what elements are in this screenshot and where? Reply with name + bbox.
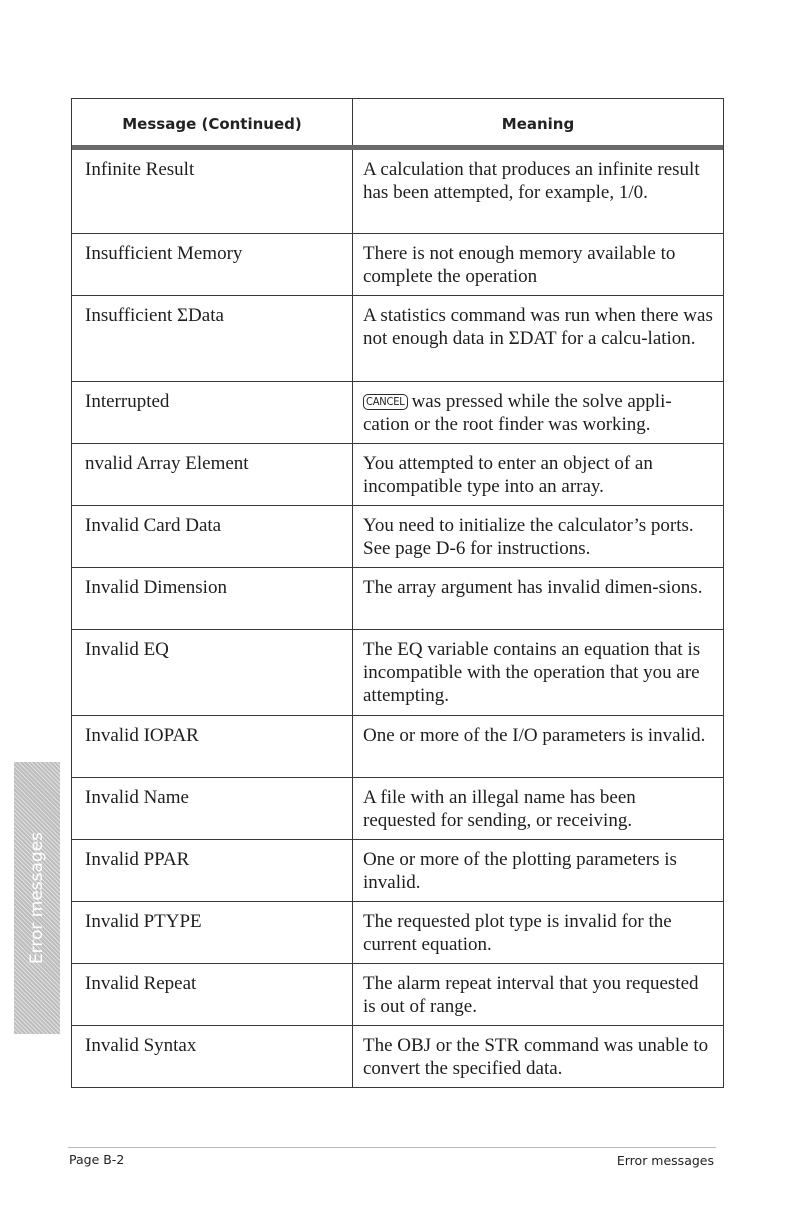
table-row [72, 506, 723, 568]
header-meaning: Meaning [501, 115, 575, 133]
meaning-cell: You attempted to enter an object of an incompatible type into an array. [363, 453, 653, 497]
table-row [72, 444, 723, 506]
chapter-title: Error messages [616, 1153, 714, 1168]
message-cell: Invalid Card Data [72, 506, 353, 567]
message-cell: Invalid IOPAR [72, 716, 353, 777]
table-row [72, 150, 723, 234]
meaning-cell: A file with an illegal name has been requested for sending, or receiving. [363, 787, 636, 831]
table-row [72, 296, 723, 382]
section-side-tab [14, 762, 60, 1034]
page-number: Page B-2 [69, 1152, 125, 1167]
table-row [72, 778, 723, 840]
message-cell: Invalid Dimension [72, 568, 353, 629]
message-cell: Invalid PTYPE [72, 902, 353, 963]
table-row [72, 1026, 723, 1088]
table-header [72, 99, 723, 150]
message-cell: Interrupted [72, 382, 353, 443]
section-side-tab-label: Error messages [27, 831, 47, 965]
message-cell: nvalid Array Element [72, 444, 353, 505]
table-row [72, 716, 723, 778]
meaning-cell: A statistics command was run when there was not enough data in ΣDAT for a calcu-lation. [363, 305, 713, 349]
table-row [72, 382, 723, 444]
error-message-table [71, 98, 724, 1088]
meaning-cell: You need to initialize the calculator’s ports. See page D-6 for instructions. [363, 515, 694, 559]
message-cell: Invalid EQ [72, 630, 353, 715]
meaning-cell: One or more of the I/O parameters is invalid. [363, 725, 706, 746]
cancel-key-icon: CANCEL [363, 394, 408, 410]
header-message: Message (Continued) [72, 99, 353, 145]
table-row [72, 568, 723, 630]
meaning-cell: The requested plot type is invalid for the current equation. [363, 911, 672, 955]
meaning-cell: The alarm repeat interval that you requested is out of range. [363, 973, 699, 1017]
message-cell: Invalid Name [72, 778, 353, 839]
message-cell: Infinite Result [72, 150, 353, 233]
table-row [72, 630, 723, 716]
table-row [72, 964, 723, 1026]
meaning-cell: There is not enough memory available to complete the operation [363, 243, 676, 287]
meaning-cell: The EQ variable contains an equation that is incompatible with the operation that you are attempting. [363, 639, 701, 706]
message-cell: Invalid PPAR [72, 840, 353, 901]
table-row [72, 234, 723, 296]
message-cell: Invalid Repeat [72, 964, 353, 1025]
meaning-cell: A calculation that produces an infinite result has been attempted, for example, 1/0. [363, 159, 700, 203]
table-row [72, 840, 723, 902]
footer-divider [68, 1147, 716, 1148]
table-row [72, 902, 723, 964]
meaning-cell: The OBJ or the STR command was unable to convert the specified data. [363, 1035, 709, 1079]
message-cell: Insufficient ΣData [72, 296, 353, 381]
meaning-cell [353, 382, 723, 443]
message-cell: Insufficient Memory [72, 234, 353, 295]
meaning-text: was pressed while the solve appli-cation or the root finder was working. [363, 391, 672, 435]
meaning-cell: One or more of the plotting parameters is invalid. [363, 849, 677, 893]
meaning-cell: The array argument has invalid dimen-sions. [363, 577, 703, 598]
message-cell: Invalid Syntax [72, 1026, 353, 1087]
